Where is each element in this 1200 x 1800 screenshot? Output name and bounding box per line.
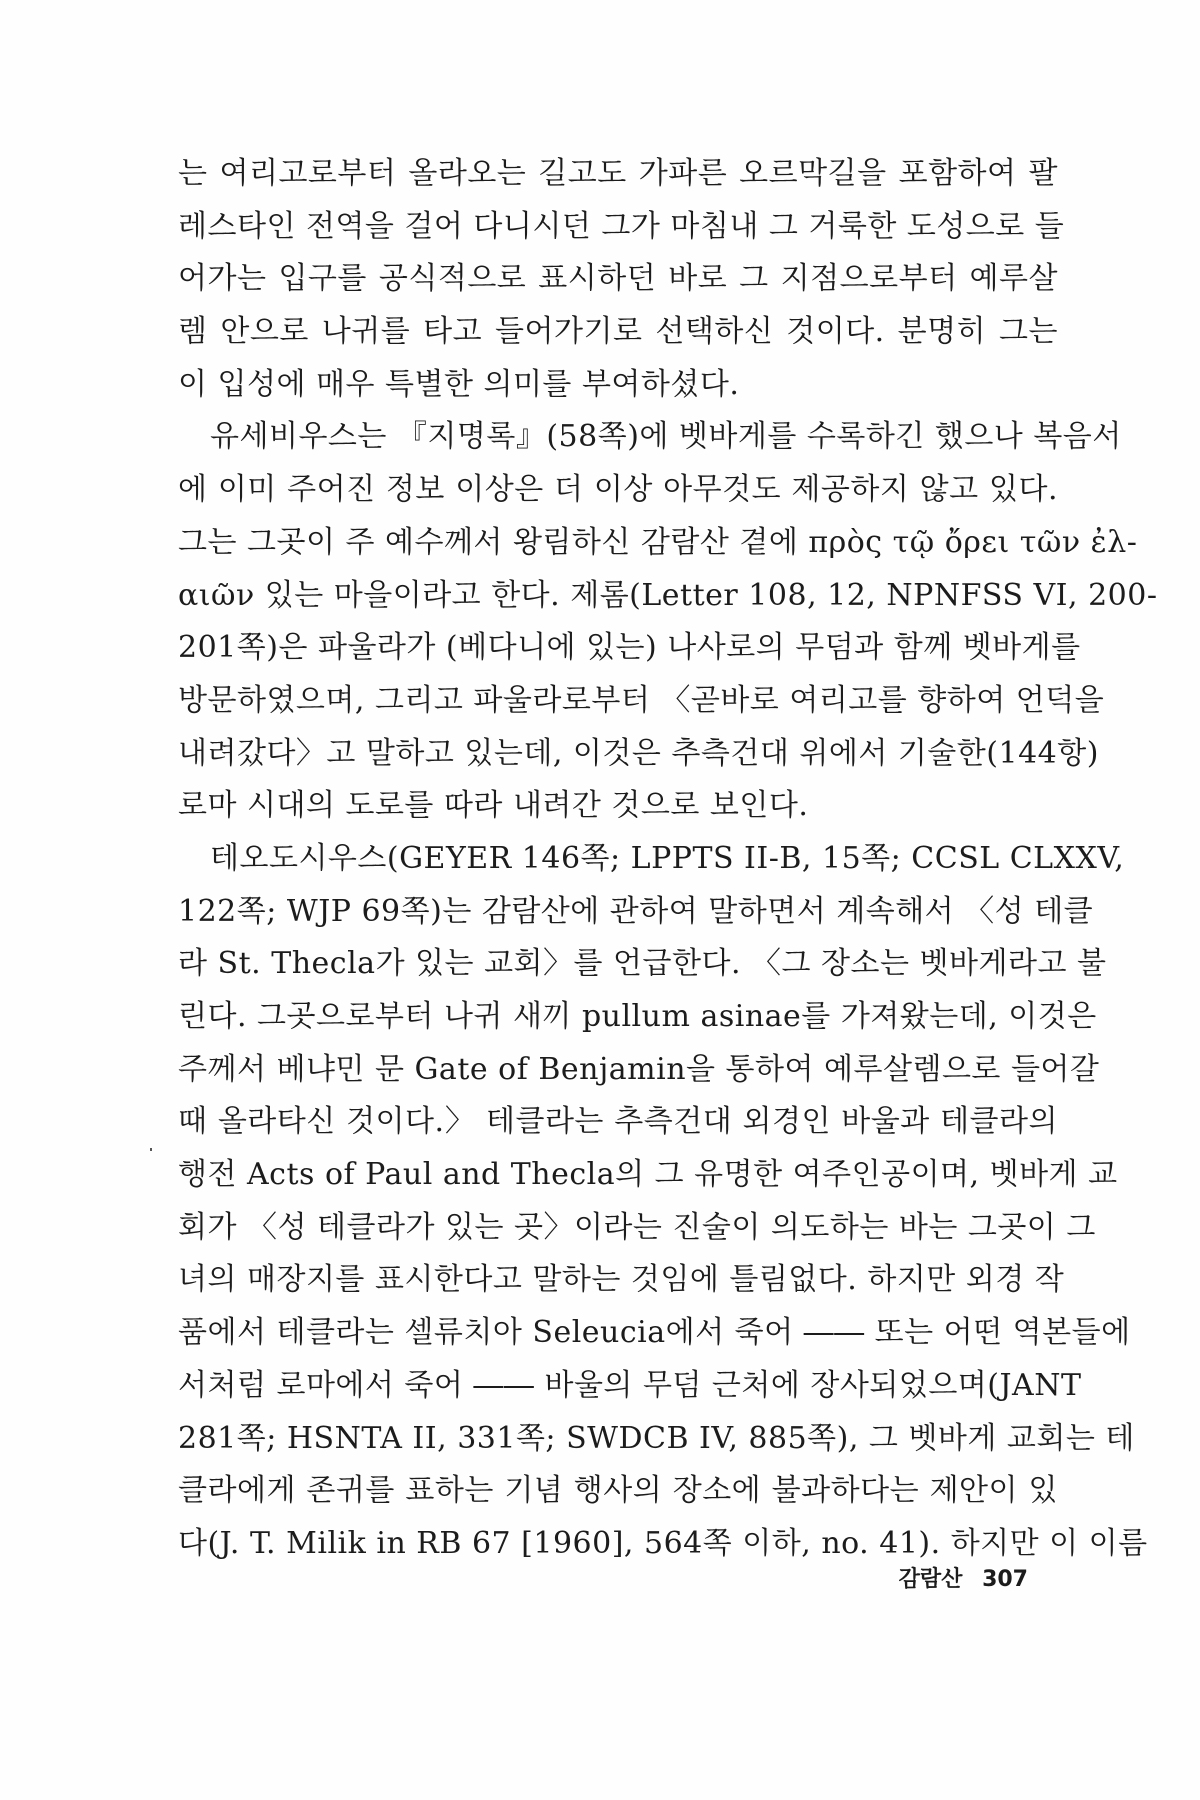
text-line: 때 올라타신 것이다.〉 테클라는 추측건대 외경인 바울과 테클라의 <box>178 1104 1058 1140</box>
text-line: 회가 〈성 테클라가 있는 곳〉이라는 진술이 의도하는 바는 그곳이 그 <box>178 1209 1096 1245</box>
text-line: 로마 시대의 도로를 따라 내려간 것으로 보인다. <box>178 788 809 824</box>
text-line: 레스타인 전역을 걸어 다니시던 그가 마침내 그 거룩한 도성으로 들 <box>178 208 1065 244</box>
text-line: 렘 안으로 나귀를 타고 들어가기로 선택하신 것이다. 분명히 그는 <box>178 314 1058 350</box>
text-line: 어가는 입구를 공식적으로 표시하던 바로 그 지점으로부터 예루살 <box>178 261 1058 297</box>
running-title: 감람산 <box>898 1567 963 1592</box>
text-line: 유세비우스는 『지명록』(58쪽)에 벳바게를 수록하긴 했으나 복음서 <box>210 419 1122 455</box>
text-line: 에 이미 주어진 정보 이상은 더 이상 아무것도 제공하지 않고 있다. <box>178 472 1058 508</box>
text-line: 내려갔다〉고 말하고 있는데, 이것은 추측건대 위에서 기술한(144항) <box>178 735 1099 771</box>
page-footer <box>899 1562 1028 1593</box>
text-line: 품에서 테클라는 셀류치아 Seleucia에서 죽어 ―― 또는 어떤 역본들에 <box>178 1315 1131 1351</box>
text-line: 이 입성에 매우 특별한 의미를 부여하셨다. <box>178 366 740 402</box>
body-text <box>178 148 1158 1571</box>
page-number: 307 <box>982 1567 1028 1592</box>
text-line: 서처럼 로마에서 죽어 ―― 바울의 무덤 근처에 장사되었으며(JANT <box>178 1367 1082 1403</box>
text-line: 클라에게 존귀를 표하는 기념 행사의 장소에 불과하다는 제안이 있 <box>178 1473 1058 1509</box>
text-line: 린다. 그곳으로부터 나귀 새끼 pullum asinae를 가져왔는데, 이것은 <box>178 999 1097 1034</box>
text-line: αιῶν 있는 마을이라고 한다. 제롬(Letter 108, 12, NPNFSS VI, 200- <box>178 577 1158 613</box>
text-line: 행전 Acts of Paul and Thecla의 그 유명한 여주인공이며, 벳바게 교 <box>178 1157 1118 1193</box>
text-line: 그는 그곳이 주 예수께서 왕림하신 감람산 곁에 πρὸς τῷ ὄρει τῶν ἐλ- <box>178 524 1138 560</box>
text-line: 는 여리고로부터 올라오는 길고도 가파른 오르막길을 포함하여 팔 <box>178 156 1058 191</box>
text-line: 라 St. Thecla가 있는 교회〉를 언급한다. 〈그 장소는 벳바게라고 불 <box>178 946 1107 982</box>
text-line: 122쪽; WJP 69쪽)는 감람산에 관하여 말하면서 계속해서 〈성 테클 <box>178 893 1094 929</box>
text-line: 다(J. T. Milik in RB 67 [1960], 564쪽 이하, no. 41). 하지만 이 이름 <box>178 1525 1148 1561</box>
text-line: 테오도시우스(GEYER 146쪽; LPPTS II-B, 15쪽; CCSL CLXXV, <box>210 840 1125 876</box>
text-line: 주께서 베냐민 문 Gate of Benjamin을 통하여 예루살렘으로 들어갈 <box>178 1051 1100 1087</box>
text-line: 201쪽)은 파울라가 (베다니에 있는) 나사로의 무덤과 함께 벳바게를 <box>178 630 1081 666</box>
margin-mark <box>150 1148 152 1151</box>
text-line: 281쪽; HSNTA II, 331쪽; SWDCB IV, 885쪽), 그 벳바게 교회는 테 <box>178 1420 1135 1456</box>
text-line: 방문하였으며, 그리고 파울라로부터 〈곧바로 여리고를 향하여 언덕을 <box>178 682 1105 718</box>
text-line: 녀의 매장지를 표시한다고 말하는 것임에 틀림없다. 하지만 외경 작 <box>178 1262 1065 1298</box>
